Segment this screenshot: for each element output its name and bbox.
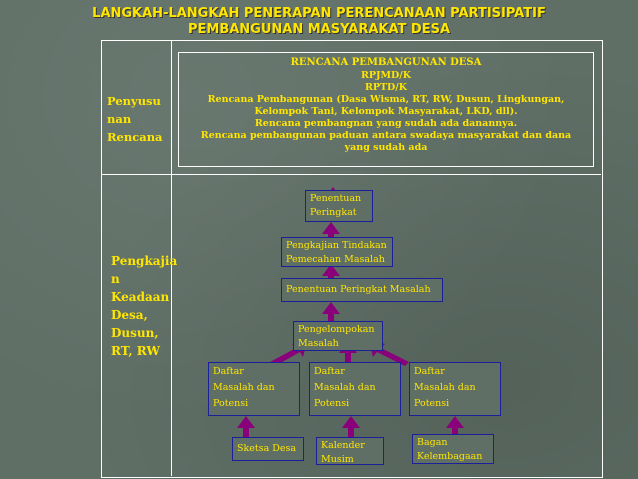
side-label-pengkajian: Pengkajia n Keadaan Desa, Dusun, RT, RW [111, 254, 178, 358]
daftar-masalah-box-3: Daftar Masalah dan Potensi [409, 362, 501, 416]
plan-box-line: yang sudah ada [344, 142, 428, 153]
pengelompokan-masalah-box: Pengelompokan Masalah [293, 321, 383, 351]
plan-box-title: RENCANA PEMBANGUNAN DESA [290, 57, 482, 68]
penentuan-peringkat-masalah-box: Penentuan Peringkat Masalah [281, 278, 443, 302]
plan-box-line: RPTD/K [364, 82, 408, 93]
slide-title-line-1: LANGKAH-LANGKAH PENERAPAN PERENCANAAN PARTISIPATIF [92, 6, 546, 21]
daftar-masalah-box-2: Daftar Masalah dan Potensi [309, 362, 401, 416]
arrow-up-icon [237, 416, 255, 437]
plan-box-line: Rencana pembangunan paduan antara swadaya masyarakat dan dana [200, 130, 572, 141]
plan-box-line: Rencana pembangnan yang sudah ada danannya. [254, 118, 518, 129]
side-label-penyusunan: Penyusu nan Rencana [107, 94, 163, 144]
daftar-masalah-box-1: Daftar Masalah dan Potensi [208, 362, 300, 416]
slide-title-line-2: PEMBANGUNAN MASYARAKAT DESA [187, 22, 451, 37]
kalender-musim-box: Kalender Musim [316, 437, 384, 465]
plan-box-line: Rencana Pembangunan (Dasa Wisma, RT, RW, Dusun, Lingkungan, [207, 94, 565, 105]
sketsa-desa-box: Sketsa Desa [232, 437, 304, 461]
pengkajian-tindakan-box: Pengkajian Tindakan Pemecahan Masalah [281, 237, 393, 267]
arrow-up-icon [322, 302, 340, 322]
arrow-up-icon [342, 416, 360, 437]
arrow-up-icon [322, 222, 340, 238]
penentuan-peringkat-box: Penentuan Peringkat [305, 190, 373, 222]
plan-box-line: RPJMD/K [360, 70, 411, 81]
bagan-kelembagaan-box: Bagan Kelembagaan [412, 434, 494, 464]
plan-box-line: Kelompok Tani, Kelompok Masyarakat, LKD, dll). [254, 106, 518, 117]
